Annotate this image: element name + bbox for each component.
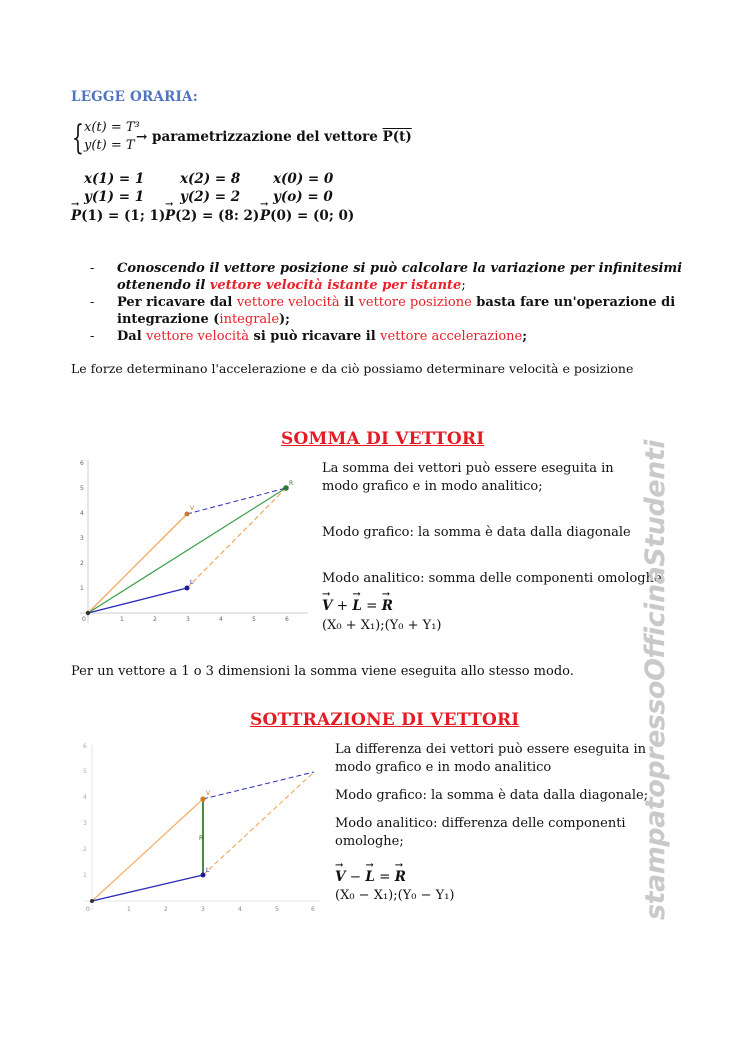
brace-symbol: {: [72, 118, 84, 158]
svg-text:3: 3: [201, 906, 205, 913]
svg-text:4: 4: [238, 906, 242, 913]
sottrazione-p3: Modo analitico: differenza delle componenti omologhe;: [335, 816, 626, 849]
x-tick-labels: [86, 906, 315, 913]
y-equation: y(t) = T: [84, 138, 135, 153]
sottrazione-components: (X₀ − X₁);(Y₀ − Y₁): [335, 888, 455, 903]
point-L: [185, 586, 190, 591]
svg-text:V: V: [206, 790, 211, 797]
sottrazione-p2: Modo grafico: la somma è data dalla diagonale;: [335, 788, 649, 803]
point-L: [201, 873, 206, 878]
svg-text:2: 2: [153, 616, 157, 623]
svg-text:6: 6: [80, 460, 84, 467]
bullet-3-highlight-accelerazione: vettore accelerazione: [380, 329, 523, 344]
bullet-3-highlight-velocita: vettore velocità: [146, 329, 249, 344]
somma-formula: [322, 598, 393, 614]
vector-L: [92, 875, 203, 901]
parametric-system: [72, 118, 412, 160]
bullet-2-text-c: il: [339, 295, 359, 310]
dashed-L-translated: [203, 772, 314, 799]
dashed-L-translated: [187, 488, 286, 514]
bullet-1-end: ;: [461, 278, 466, 293]
svg-text:5: 5: [80, 485, 84, 492]
svg-text:1: 1: [83, 872, 87, 879]
vector-R: [88, 488, 286, 613]
dashed-V-translated: [187, 488, 286, 588]
origin-point: [86, 611, 90, 615]
bullet-item-3: [90, 328, 690, 345]
x-equation: x(t) = T³: [84, 120, 140, 135]
somma-p2: Modo grafico: la somma è data dalla diagonale: [322, 525, 631, 540]
equals-operator: =: [374, 869, 395, 885]
svg-text:2: 2: [83, 846, 87, 853]
svg-text:R: R: [199, 835, 204, 842]
somma-graph: [78, 455, 310, 625]
svg-text:1: 1: [80, 585, 84, 592]
somma-components: (X₀ + X₁);(Y₀ + Y₁): [322, 618, 442, 633]
vector-V: [88, 514, 187, 613]
svg-text:1: 1: [120, 616, 124, 623]
bullet-list: [90, 260, 690, 345]
sottrazione-p1: La differenza dei vettori può essere eseguita in modo grafico e in modo analitico: [335, 742, 647, 775]
parametrization-text: [136, 129, 412, 145]
bullet-1-text: Conoscendo il vettore posizione si può calcolare la variazione per infinitesimi ottenendo il: [117, 261, 683, 293]
bullet-2-highlight-velocita: vettore velocità: [236, 295, 340, 310]
forces-paragraph: Le forze determinano l'accelerazione e da ciò possiamo determinare velocità e posizione: [71, 361, 634, 376]
somma-title: SOMMA DI VETTORI: [281, 429, 485, 449]
bullet-2-highlight-posizione: vettore posizione: [358, 295, 472, 310]
svg-text:5: 5: [83, 768, 87, 775]
svg-text:6: 6: [285, 616, 289, 623]
y1-value: y(1) = 1: [84, 189, 145, 205]
vector-R-symbol: → R: [382, 598, 393, 614]
somma-p1: La somma dei vettori può essere eseguita in modo grafico e in modo analitico;: [322, 461, 614, 494]
vector-L-symbol: → L: [365, 869, 375, 885]
vector-L-symbol: → L: [352, 598, 362, 614]
svg-text:V: V: [190, 505, 195, 512]
p2-value: [165, 208, 259, 224]
sottrazione-title: SOTTRAZIONE DI VETTORI: [250, 710, 520, 730]
svg-text:4: 4: [219, 616, 223, 623]
bullet-1-highlight: vettore velocità istante per istante: [209, 278, 462, 293]
sottrazione-graph: [82, 740, 322, 915]
bullet-item-1: [90, 260, 690, 294]
y2-value: y(2) = 2: [180, 189, 241, 205]
svg-text:6: 6: [83, 743, 87, 750]
somma-footer: Per un vettore a 1 o 3 dimensioni la somma viene eseguita allo stesso modo.: [71, 664, 574, 679]
svg-text:6: 6: [311, 906, 315, 913]
svg-text:3: 3: [83, 820, 87, 827]
y-tick-labels: [80, 460, 84, 592]
y-tick-labels: [83, 743, 87, 879]
vector-P-symbol: → P: [165, 208, 175, 224]
svg-text:3: 3: [186, 616, 190, 623]
legge-oraria-heading: LEGGE ORARIA:: [71, 89, 198, 105]
sottrazione-formula: [335, 869, 406, 885]
point-V: [185, 512, 190, 517]
svg-text:3: 3: [80, 535, 84, 542]
vector-P-symbol: → P: [260, 208, 270, 224]
vector-R-symbol: → R: [395, 869, 406, 885]
vector-P-symbol: → P: [71, 208, 81, 224]
bullet-item-2: [90, 294, 690, 328]
x1-value: x(1) = 1: [84, 171, 145, 187]
minus-operator: −: [345, 869, 366, 885]
vector-L: [88, 588, 187, 613]
p0-value: [260, 208, 354, 224]
somma-p3: Modo analitico: somma delle componenti omologhe: [322, 571, 662, 586]
bullet-dash: -: [90, 261, 95, 276]
bullet-2-text-a: Per ricavare dal: [117, 295, 237, 310]
p1-rest: (1) = (1; 1): [81, 208, 166, 224]
svg-text:0: 0: [86, 906, 90, 913]
bullet-2-text-g: );: [279, 312, 290, 327]
bullet-dash: -: [90, 295, 95, 310]
bullet-3-text-a: Dal: [117, 329, 147, 344]
p0-rest: (0) = (0; 0): [270, 208, 355, 224]
plus-operator: +: [332, 598, 353, 614]
svg-text:0: 0: [82, 616, 86, 623]
svg-text:2: 2: [164, 906, 168, 913]
point-V: [200, 796, 205, 801]
vector-V: [92, 799, 203, 901]
bullet-3-text-e: ;: [522, 329, 528, 344]
svg-text:L: L: [190, 579, 194, 586]
x-tick-labels: [82, 616, 289, 623]
bullet-dash: -: [90, 329, 95, 344]
equals-operator: =: [361, 598, 382, 614]
svg-text:5: 5: [275, 906, 279, 913]
svg-text:5: 5: [252, 616, 256, 623]
vector-P-t: P(t): [382, 129, 412, 145]
svg-text:1: 1: [127, 906, 131, 913]
svg-text:2: 2: [80, 560, 84, 567]
svg-text:L: L: [206, 867, 210, 874]
dashed-V-translated: [203, 772, 314, 875]
vector-V-symbol: → V: [322, 598, 332, 614]
p2-rest: (2) = (8: 2): [175, 208, 260, 224]
x0-value: x(0) = 0: [273, 171, 334, 187]
svg-text:4: 4: [80, 510, 84, 517]
watermark: [620, 440, 671, 920]
svg-text:R: R: [289, 480, 294, 487]
svg-text:4: 4: [83, 794, 87, 801]
p1-value: [71, 208, 165, 224]
watermark-text: stampatopressoOfficinaStudenti: [640, 440, 671, 920]
arrow-label: → parametrizzazione del vettore: [136, 129, 383, 145]
vector-V-symbol: → V: [335, 869, 345, 885]
bullet-2-text-e: basta fare un'operazione di integrazione (: [117, 295, 676, 327]
x2-value: x(2) = 8: [180, 171, 241, 187]
bullet-2-highlight-integrale: integrale: [219, 312, 280, 327]
origin-point: [90, 899, 94, 903]
bullet-3-text-c: si può ricavare il: [248, 329, 381, 344]
point-R: [283, 485, 289, 491]
point-labels: [199, 790, 211, 874]
y0-value: y(o) = 0: [273, 189, 333, 205]
